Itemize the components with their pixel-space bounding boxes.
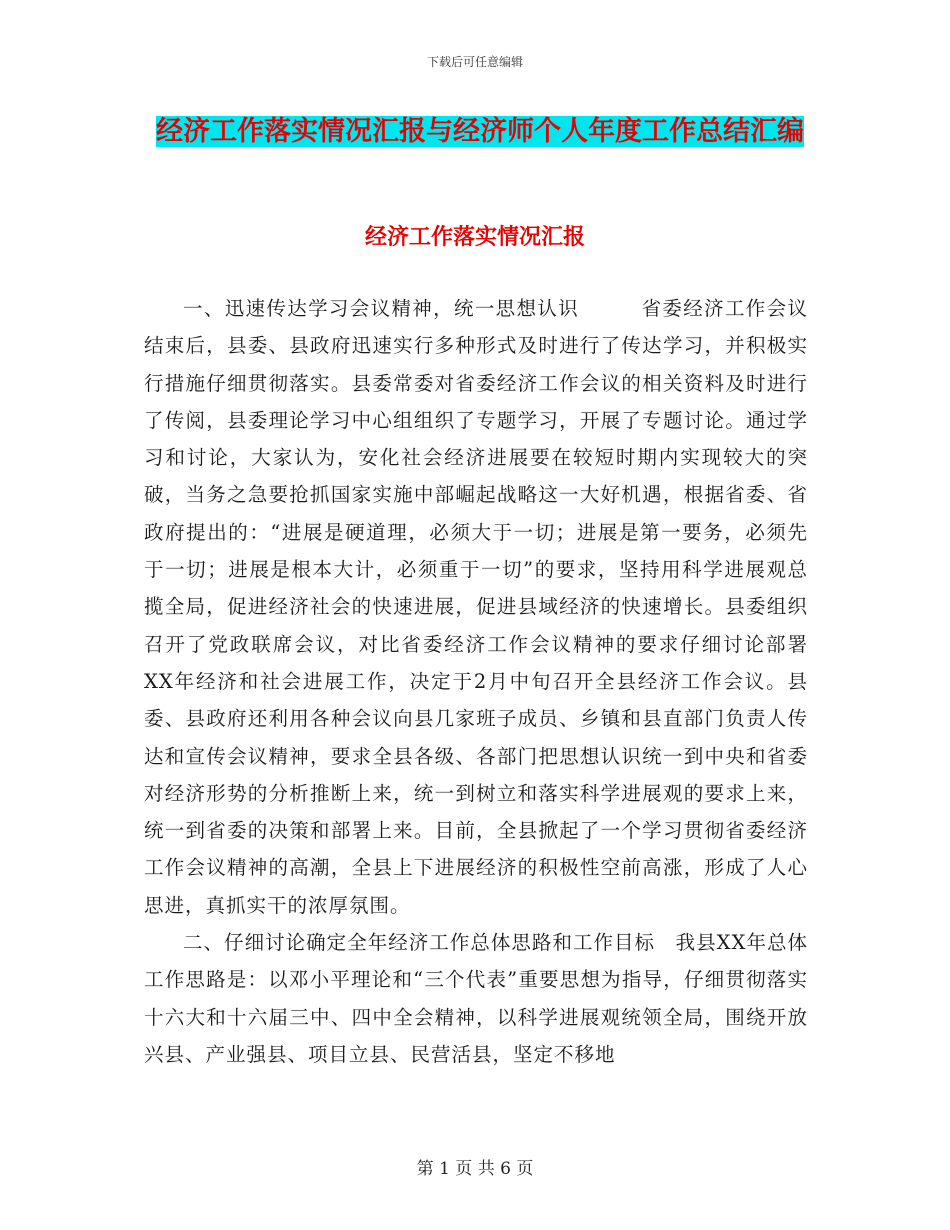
paragraph-2: 二、仔细讨论确定全年经济工作总体思路和工作目标 我县XX年总体工作思路是：以邓小平理论和“三个代表”重要思想为指导，仔细贯彻落实十六大和十六届三中、四中全会精神，以科学进展观统领全局，围绕开放兴县、产业强县、项目立县、民营活县，坚定不移地: [144, 931, 808, 1066]
document-body: [144, 290, 808, 1073]
document-title: [140, 108, 820, 155]
section-title: 经济工作落实情况汇报: [364, 224, 585, 250]
page-number: 第 1 页 共 6 页: [416, 1159, 534, 1179]
paragraph-1: 一、迅速传达学习会议精神，统一思想认识 省委经济工作会议结束后，县委、县政府迅速实行多种形式及时进行了传达学习，并积极实行措施仔细贯彻落实。县委常委对省委经济工作会议的相关资料及时进行了传阅，县委理论学习中心组组织了专题学习，开展了专题讨论。通过学习和讨论，大家认为，安化社会经济进展要在较短时期内实现较大的突破，当务之急要抢抓国家实施中部崛起战略这一大好机遇，根据省委、省政府提出的：“进展是硬道理，必须大于一切；进展是第一要务，必须先于一切；进展是根本大计，必须重于一切”的要求，坚持用科学进展观总揽全局，促进经济社会的快速进展，促进县域经济的快速增长。县委组织召开了党政联席会议，对比省委经济工作会议精神的要求仔细讨论部署XX年经济和社会进展工作，决定于2月中旬召开全县经济工作会议。县委、县政府还利用各种会议向县几家班子成员、乡镇和县直部门负责人传达和宣传会议精神，要求全县各级、各部门把思想认识统一到中央和省委对经济形势的分析推断上来，统一到树立和落实科学进展观的要求上来，统一到省委的决策和部署上来。目前，全县掀起了一个学习贯彻省委经济工作会议精神的高潮，全县上下进展经济的积极性空前高涨，形成了人心思进，真抓实干的浓厚氛围。: [144, 297, 808, 917]
document-title-text: 经济工作落实情况汇报与经济师个人年度工作总结汇编: [156, 116, 804, 147]
header-note: 下载后可任意编辑: [426, 55, 523, 69]
